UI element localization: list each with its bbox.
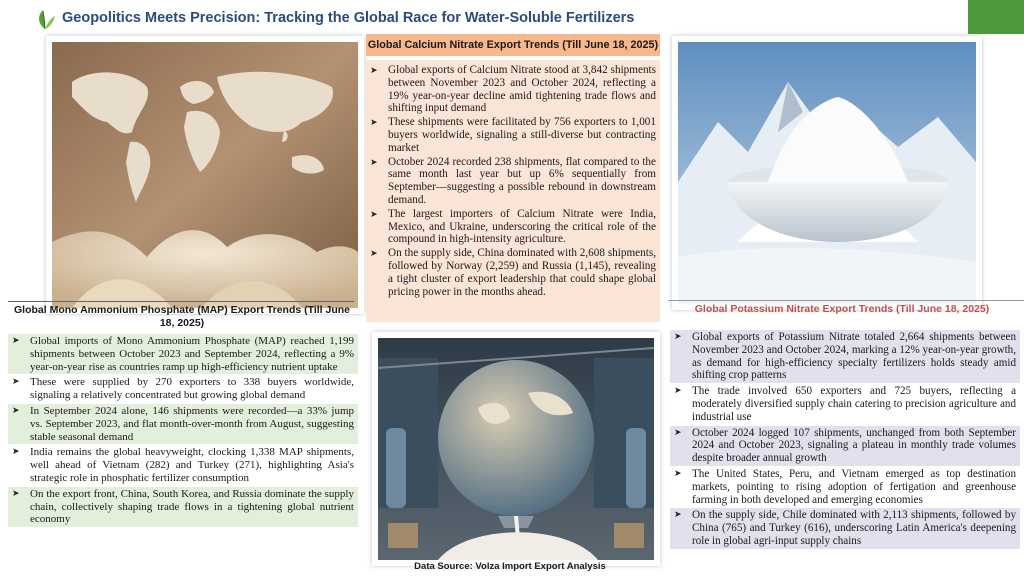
divider — [8, 301, 354, 302]
map-section-body — [8, 334, 358, 576]
calcium-bullet: ➤ On the supply side, China dominated with 2,608 shipments, followed by Norway (2,259) and Russia (1,145), revealing a tight cluster of export leadership that could shape global pricing power in the months ahead. — [366, 247, 660, 298]
calcium-bullet: ➤ Global exports of Calcium Nitrate stood at 3,842 shipments between November 2023 and October 2024, reflecting a 19% year-on-year decline amid tightening trade flows and shifting input demand — [366, 64, 660, 115]
calcium-bullet: ➤ The largest importers of Calcium Nitrate were India, Mexico, and Ukraine, underscoring the critical role of the compound in high-intensity agriculture. — [366, 208, 660, 246]
potassium-bullet: ➤ The United States, Peru, and Vietnam emerged as top destination markets, pointing to rising adoption of fertigation and greenhouse farming in both developed and emerging economies — [670, 467, 1020, 507]
map-bullet: ➤ India remains the global heavyweight, clocking 1,338 MAP shipments, well ahead of Vietnam (282) and Turkey (271), highlighting Asia's strategic role in phosphatic fertilizer consumption — [8, 445, 358, 485]
potassium-bullet: ➤ October 2024 logged 107 shipments, unchanged from both September 2024 and October 2023, signaling a plateau in monthly trade volumes despite broader annual growth — [670, 426, 1020, 466]
map-bullet: ➤ In September 2024 alone, 146 shipments were recorded—a 33% jump vs. September 2023, and flat month-over-month from August, suggesting stable seasonal demand — [8, 404, 358, 444]
potassium-bullet: ➤ On the supply side, Chile dominated with 2,113 shipments, followed by China (765) and Turkey (616), underscoring Latin America's deepening role in global agri-input supply chains — [670, 508, 1020, 548]
potassium-section-body — [670, 330, 1020, 576]
accent-bar — [968, 0, 1024, 34]
calcium-nitrate-body — [366, 60, 660, 322]
calcium-bullet: ➤ These shipments were facilitated by 756 exporters to 1,001 buyers worldwide, signaling a still-diverse but contracting market — [366, 116, 660, 154]
fertilizer-mountain-image — [672, 36, 982, 310]
map-bullet: ➤ On the export front, China, South Korea, and Russia dominate the supply chain, collectively shaping trade flows in a tightening global nutrient economy — [8, 487, 358, 527]
leaf-logo-icon — [34, 8, 56, 30]
data-source-caption: Data Source: Volza Import Export Analysis — [414, 561, 606, 572]
map-bullet: ➤ These were supplied by 270 exporters to 338 buyers worldwide, signaling a relatively concentrated but growing global demand — [8, 375, 358, 403]
globe-factory-image — [372, 332, 660, 566]
page-title: Geopolitics Meets Precision: Tracking the Global Race for Water-Soluble Fertilizers — [62, 10, 635, 26]
calcium-nitrate-title: Global Calcium Nitrate Export Trends (Till June 18, 2025) — [366, 34, 660, 56]
map-section-title: Global Mono Ammonium Phosphate (MAP) Export Trends (Till June 18, 2025) — [14, 304, 351, 329]
potassium-section-title: Global Potassium Nitrate Export Trends (Till June 18, 2025) — [694, 303, 990, 315]
potassium-bullet: ➤ Global exports of Potassium Nitrate totaled 2,664 shipments between November 2023 and October 2024, marking a 12% year-on-year growth, as demand for high-efficiency specialty fertilizers holds steady amid shifting crop patterns — [670, 330, 1020, 383]
map-bullet: ➤ Global imports of Mono Ammonium Phosphate (MAP) reached 1,199 shipments between October 2023 and September 2024, reflecting a 9% year-on-year rise as countries ramp up high-efficiency nutrient uptake — [8, 334, 358, 374]
potassium-bullet: ➤ The trade involved 650 exporters and 725 buyers, reflecting a moderately diversified supply chain catering to precision agriculture and industrial use — [670, 384, 1020, 424]
world-map-image — [46, 36, 364, 314]
divider — [668, 300, 1024, 301]
calcium-bullet: ➤ October 2024 recorded 238 shipments, flat compared to the same month last year but up 6% sequentially from September—suggesting a possible rebound in downstream demand. — [366, 156, 660, 207]
